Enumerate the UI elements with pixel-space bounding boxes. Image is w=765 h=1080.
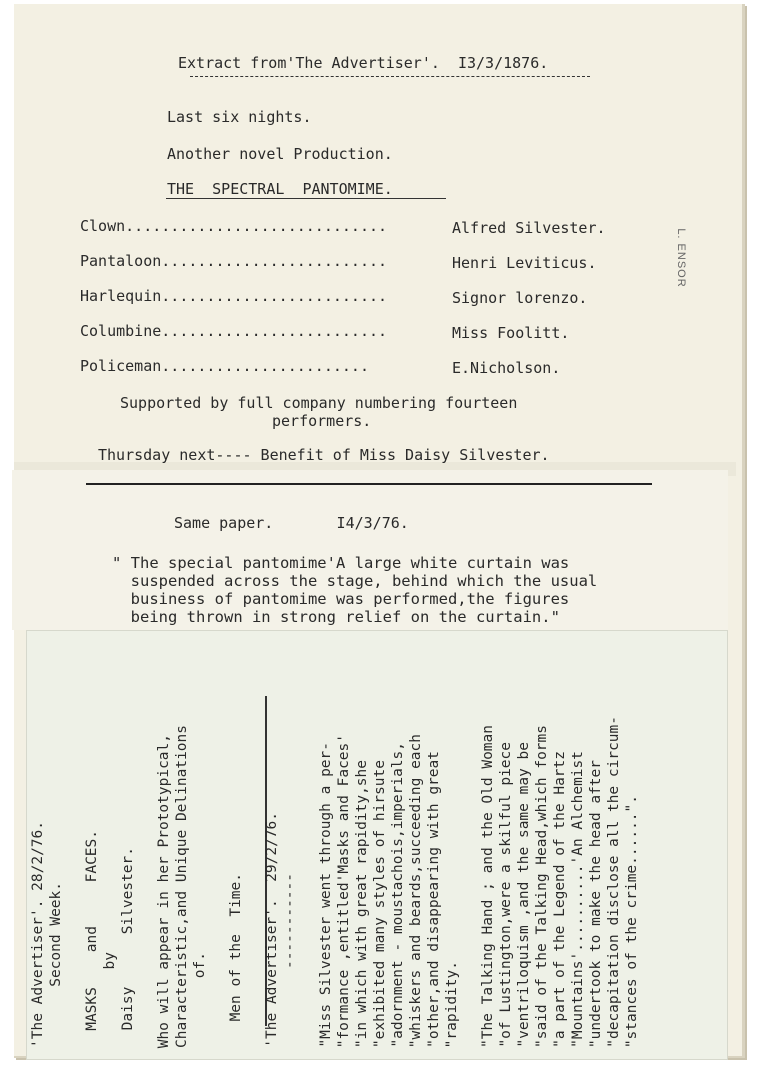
pantomime-title: THE SPECTRAL PANTOMIME.	[167, 180, 393, 198]
clipping-line: Men of the Time.	[228, 873, 244, 1048]
clipping-line: -----------	[282, 873, 298, 1048]
clipping-line: Second Week.	[48, 882, 64, 1048]
clipping-line: 'The Advertiser'. 28/2/76.	[30, 821, 46, 1048]
cast-role-harlequin: Harlequin.........................	[80, 287, 388, 305]
clipping-line: "a part of the Legend of the Hartz	[552, 751, 568, 1048]
side-stamp: L. ENSOR	[675, 228, 687, 288]
clipping-line: "Miss Silvester went through a per-	[318, 742, 334, 1048]
cast-actor-harlequin: Signor lorenzo.	[452, 289, 588, 307]
performers-line: performers.	[272, 412, 372, 430]
clipping-line: "formance ,entitled'Masks and Faces'	[336, 733, 352, 1048]
clipping-line: "adornment - moustachois,imperials,	[390, 742, 406, 1048]
clipping-line: 'The Advertiser'. 29/2/76.	[264, 812, 280, 1048]
clipping-line: of.	[192, 951, 208, 1048]
cast-role-pantaloon: Pantaloon.........................	[80, 252, 388, 270]
supported-line: Supported by full company numbering fourteen	[120, 394, 518, 412]
same-paper-label: Same paper. I4/3/76.	[174, 514, 409, 532]
cast-role-columbine: Columbine.........................	[80, 322, 388, 340]
clipping-line: "The Talking Hand ; and the Old Woman	[480, 724, 496, 1048]
clipping-line: Daisy Silvester.	[120, 847, 136, 1048]
heading-dashed-rule	[190, 76, 590, 77]
clipping-line: "undertook to make the head after	[588, 759, 604, 1048]
clipping-line: Characteristic,and Unique Delinations	[174, 724, 190, 1048]
clipping-line: "ventriloquism ,and the same may be	[516, 742, 532, 1048]
quote-line: business of pantomime was performed,the figures	[112, 590, 570, 608]
clipping-line: Who will appear in her Prototypical,	[156, 733, 172, 1048]
clipping-line: "other,and disappearing with great	[426, 751, 442, 1048]
clipping-line: "of Lustington,were a skilful piece	[498, 742, 514, 1048]
clipping-line: "decapitation disclose all the circum-	[606, 716, 622, 1048]
extract-heading: Extract from'The Advertiser'. I3/3/1876.	[178, 54, 549, 72]
clipping-line: "whiskers and beards,succeeding each	[408, 733, 424, 1048]
clipping-line: by	[102, 951, 118, 1048]
benefit-line: Thursday next---- Benefit of Miss Daisy Silvester.	[98, 446, 550, 464]
cast-role-policeman: Policeman.......................	[80, 357, 369, 375]
title-underline	[166, 198, 446, 199]
cast-actor-policeman: E.Nicholson.	[452, 359, 561, 377]
clipping-line: "said of the Talking Head,which forms	[534, 724, 550, 1048]
clipping-line: MASKS and FACES.	[84, 829, 100, 1048]
last-six-nights: Last six nights.	[167, 108, 312, 126]
clipping-line: "stances of the crime......".	[624, 794, 640, 1048]
cast-actor-columbine: Miss Foolitt.	[452, 324, 570, 342]
section-divider	[86, 483, 652, 485]
quote-line: " The special pantomime'A large white curtain was	[112, 554, 570, 572]
clipping-line: "Mountains'..........'An Alchemist	[570, 751, 586, 1048]
cast-actor-clown: Alfred Silvester.	[452, 219, 606, 237]
quote-line: suspended across the stage, behind which the usual	[112, 572, 598, 590]
clipping-line: "in which with great rapidity,she	[354, 759, 370, 1048]
quote-line: being thrown in strong relief on the curtain."	[112, 608, 560, 626]
cast-actor-pantaloon: Henri Leviticus.	[452, 254, 597, 272]
clipping-line: "exhibited many styles of hirsute	[372, 759, 388, 1048]
clipping-line: "rapidity.	[444, 960, 460, 1048]
cast-role-clown: Clown.............................	[80, 217, 388, 235]
another-production: Another novel Production.	[167, 145, 393, 163]
